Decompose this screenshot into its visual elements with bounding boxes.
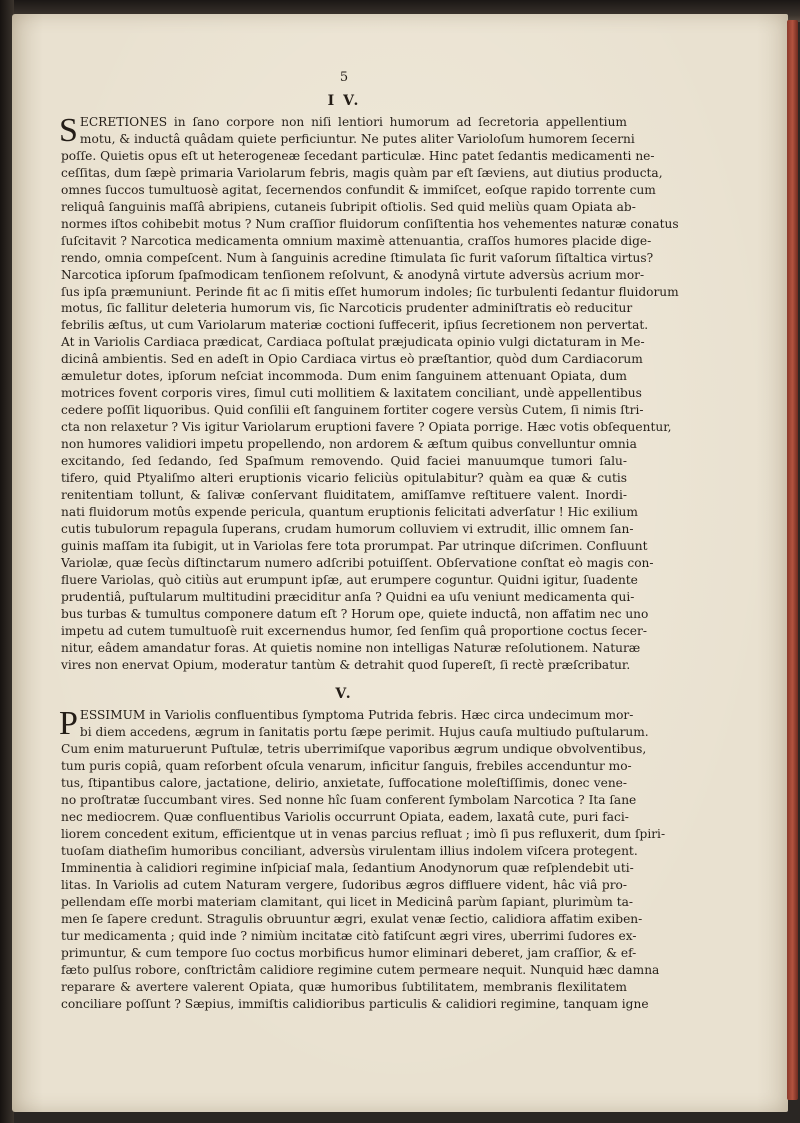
text-line: nati fluidorum motûs expende pericula, quantum eruptionis felicitati adverſatur ! Hic exilium <box>61 504 638 519</box>
text-line: rendo, omnia compeſcent. Num à ſanguinis acredine ſtimulata ſic furit vaſorum ſiſtaltica virtus? <box>61 250 654 265</box>
drop-cap: S <box>59 112 78 149</box>
section-v-paragraph <box>59 705 666 1012</box>
text-line: nec mediocrem. Quæ confluentibus Variolis occurrunt Opiata, eadem, laxatâ cute, puri faci- <box>61 810 629 825</box>
text-line: tur medicamenta ; quid inde ? nimiùm incitatæ citò fatiſcunt ægri vires, uberrimi ſudores ex- <box>61 928 637 943</box>
text-line: non humores validiori impetu propellendo, non ardorem & æſtum quibus convelluntur omnia <box>61 437 637 452</box>
text-line: pellendam eſſe morbi materiam clamitant, qui licet in Medicinâ parùm ſapiant, plurimùm ta- <box>61 894 633 909</box>
text-line: nitur, eâdem amandatur foras. At quietis nomine non intelligas Naturæ reſolutionem. Naturæ <box>61 640 641 655</box>
text-line: bus turbas & tumultus componere datum eſt ? Horum ope, quiete inductâ, non affatim nec uno <box>61 606 649 621</box>
text-line: litas. In Variolis ad cutem Naturam vergere, ſudoribus ægros diffluere vident, hâc viâ pro- <box>61 877 627 892</box>
text-line: tifero, quid Ptyaliſmo alteri eruptionis vicario feliciùs opitulabitur? quàm ea quæ & cutis <box>61 471 627 486</box>
text-line: excitando, ſed ſedando, ſed Spaſmum removendo. Quid faciei manuumque tumori ſalu- <box>61 454 627 469</box>
page-text <box>59 70 679 1013</box>
page-edge <box>787 20 798 1100</box>
text-line: tum puris copiâ, quam reſorbent oſcula venarum, inficitur ſanguis, frebiles accenduntur mo- <box>61 759 632 774</box>
text-line: æmuletur dotes, ipſorum neſciat incommoda. Dum enim ſanguinem attenuant Opiata, dum <box>61 369 627 384</box>
text-line: tus, ſtipantibus calore, jactatione, delirio, anxietate, ſuffocatione moleſtiſſimis, donec vene- <box>61 776 627 791</box>
text-line: cedere poſſit liquoribus. Quid conſilii eſt ſanguinem fortiter cogere versùs Cutem, ſi nimis ſtri- <box>61 403 644 418</box>
text-line: motrices fovent corporis vires, ſimul cuti mollitiem & laxitatem conciliant, undè appellentibus <box>61 386 642 401</box>
text-line: reparare & avertere valerent Opiata, quæ humoribus ſubtilitatem, membranis flexilitatem <box>61 979 627 994</box>
text-line: impetu ad cutem tumultuoſè ruit excernendus humor, ſed ſenſim quâ proportione coctus ſecer- <box>61 623 647 638</box>
text-line: no proſtratæ ſuccumbant vires. Sed nonne hîc ſuam conferent ſymbolam Narcotica ? Ita ſane <box>61 793 637 808</box>
text-line: Imminentia à calidiori regimine inſpiciaſ mala, ſedantium Anodynorum quæ reſplendebit uti- <box>61 861 634 876</box>
text-line: febrilis æſtus, ut cum Variolarum materiæ coctioni ſuffecerit, ipſius ſecretionem non pervertat. <box>61 318 649 333</box>
text-line: ESSIMUM in Variolis confluentibus ſymptoma Putrida febris. Hæc circa undecimum mor- <box>79 708 634 723</box>
text-line: normes iſtos cohibebit motus ? Num craſſior fluidorum conſiſtentia hos vehementes naturæ conatus <box>61 216 679 231</box>
text-line: At in Variolis Cardiaca prædicat, Cardiaca poſtulat præjudicata opinio vulgi dictaturam in Me- <box>61 335 645 350</box>
drop-cap: P <box>59 705 78 743</box>
text-line: Cum enim maturuerunt Puſtulæ, tetris uberrimiſque vaporibus ægrum undique obvolventibus, <box>61 742 647 757</box>
text-line: cutis tubulorum repagula ſuperans, crudam humorum colluviem vi extrudit, illic omnem ſan- <box>61 521 634 536</box>
text-line: ſuſcitavit ? Narcotica medicamenta omnium maximè attenuantia, craſſos humores placide dige- <box>61 233 652 248</box>
text-line: tuoſam diatheſim humoribus conciliant, adversùs virulentam illius indolem viſcera protegent. <box>61 844 638 859</box>
text-line: cta non relaxetur ? Vis igitur Variolarum eruptioni favere ? Opiata porrige. Hæc votis obſequentur, <box>61 420 672 435</box>
section-iv-paragraph <box>59 112 679 673</box>
page-number: 5 <box>339 70 349 85</box>
text-line: motus, ſic fallitur deleteria humorum vis, ſic Narcoticis prudenter adminiſtratis eò reducitur <box>61 301 633 316</box>
text-line: guinis maſſam ita ſubigit, ut in Variolas fere tota prorumpat. Par utrinque diſcrimen. Confluunt <box>61 538 648 553</box>
text-line: conciliare poſſunt ? Sæpius, immiſtis calidioribus particulis & calidiori regimine, tanquam igne <box>61 996 649 1011</box>
text-line: renitentiam tollunt, & ſalivæ conſervant fluiditatem, amiſſamve reſtituere valent. Inordi- <box>61 487 627 502</box>
text-line: Variolæ, quæ ſecùs diſtinctarum numero adſcribi potuiſſent. Obſervatione conſtat eò magis con- <box>61 555 654 570</box>
text-line: poſſe. Quietis opus eſt ut heterogeneæ ſecedant particulæ. Hinc patet ſedantis medicamenti ne- <box>61 148 655 163</box>
text-line: fæto pulſus robore, conſtrictâm calidiore regimine cutem permeare nequit. Nunquid hæc damna <box>61 962 660 977</box>
section-heading-v: V. <box>335 686 353 703</box>
text-line: ECRETIONES in ſano corpore non niſi lentiori humorum ad ſecretoria appellentium <box>79 115 627 129</box>
text-line: motu, & inductâ quâdam quiete perficiuntur. Ne putes aliter Varioloſum humorem ſecerni <box>79 131 635 146</box>
section-heading-iv: I V. <box>327 93 361 109</box>
text-line: liorem concedent exitum, efficientque ut in venas parcius refluat ; imò ſi pus refluxerit, dum ſpiri- <box>61 827 666 842</box>
text-line: fluere Variolas, quò citiùs aut erumpunt ipſæ, aut erumpere coguntur. Quidni igitur, ſuadente <box>61 572 638 587</box>
text-line: dicinâ ambientis. Sed en adeſt in Opio Cardiaca virtus eò præſtantior, quòd dum Cardiacorum <box>61 352 643 367</box>
text-line: vires non enervat Opium, moderatur tantùm & detrahit quod ſupereſt, ſi rectè præſcribatur. <box>61 657 631 672</box>
text-line: Narcotica ipſorum ſpaſmodicam tenſionem reſolvunt, & anodynâ virtute adversùs acrium mor- <box>61 267 645 282</box>
text-line: ſus ipſa præmuniunt. Perinde fit ac ſi mitis eſſet humorum indoles; ſic turbulenti ſedantur fluidorum <box>61 284 679 299</box>
text-line: reliquâ ſanguinis maſſâ abripiens, cutaneis ſubripit oſtiolis. Sed quid meliùs quam Opiata ab- <box>61 199 636 214</box>
text-line: omnes ſuccos tumultuosè agitat, ſecernendos confundit & immiſcet, eoſque rapido torrente cum <box>61 182 656 197</box>
text-line: men ſe ſapere credunt. Stragulis obruuntur ægri, exulat venæ ſectio, calidiora affatim exiben- <box>61 911 643 926</box>
text-line: bi diem accedens, ægrum in ſanitatis portu ſæpe perimit. Hujus cauſa multiudo puſtularum. <box>79 725 649 740</box>
text-line: prudentiâ, puſtularum multitudini præciditur anſa ? Quidni ea uſu veniunt medicamenta qui- <box>61 589 635 604</box>
text-line: ceſſitas, dum ſæpè primaria Variolarum febris, magis quàm par eſt ſæviens, aut diutius producta, <box>61 165 663 180</box>
text-line: primuntur, & cum tempore ſuo coctus morbificus humor eliminari deberet, jam craſſior, & ef- <box>61 945 637 960</box>
